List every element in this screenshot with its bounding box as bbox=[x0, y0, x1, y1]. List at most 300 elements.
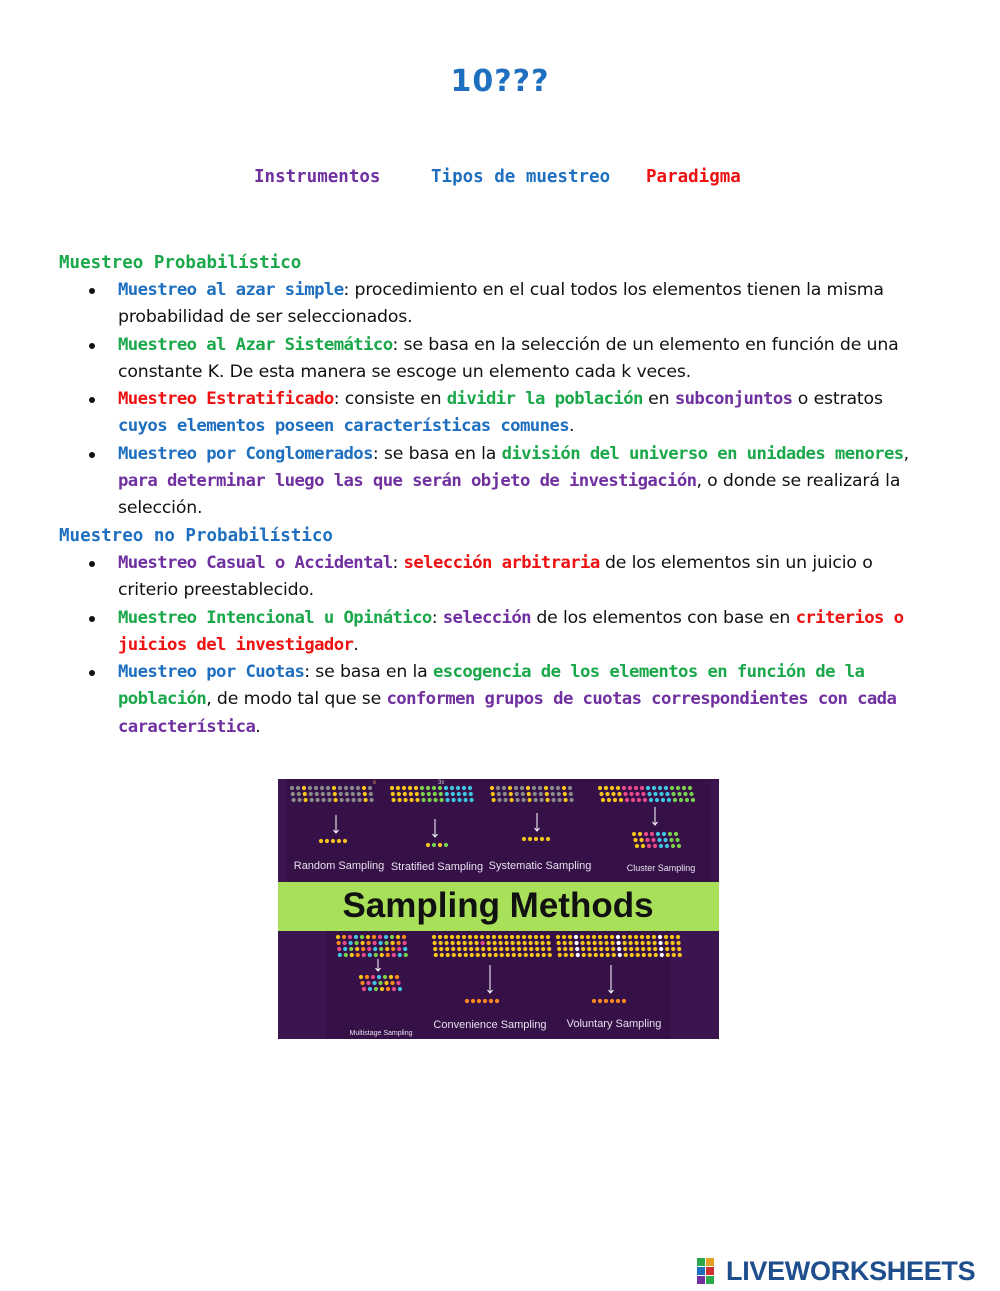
text-run: : se basa en la selección de un elemento en función de una constante K. De esta manera se escoge un elemento cada k veces. bbox=[118, 334, 899, 382]
sample-dot bbox=[326, 786, 330, 790]
sample-dot bbox=[528, 935, 532, 939]
keyword: para determinar luego las que serán objeto de investigación bbox=[118, 471, 697, 492]
sample-dot bbox=[438, 935, 442, 939]
keyword: escogencia de los elementos en función de la población bbox=[118, 662, 865, 710]
sample-dot bbox=[504, 935, 508, 939]
sample-dot bbox=[510, 798, 514, 802]
sample-dot bbox=[625, 798, 629, 802]
banner-title: Sampling Methods bbox=[342, 886, 654, 925]
sample-dot bbox=[476, 953, 480, 957]
sample-dot bbox=[611, 947, 615, 951]
sample-dot bbox=[464, 953, 468, 957]
sample-dot bbox=[529, 947, 533, 951]
sample-dot bbox=[639, 838, 643, 842]
keyword: selección arbitraria bbox=[403, 553, 600, 573]
sample-dot bbox=[546, 837, 550, 841]
sample-dot bbox=[612, 953, 616, 957]
sample-dot bbox=[309, 792, 313, 796]
sample-dot bbox=[422, 798, 426, 802]
sample-dot bbox=[665, 844, 669, 848]
sample-dot bbox=[529, 941, 533, 945]
sample-dot bbox=[635, 947, 639, 951]
keyword: Muestreo al Azar Sistemático bbox=[118, 334, 393, 355]
text-run: o estratos bbox=[792, 389, 883, 410]
sample-dot bbox=[450, 786, 454, 790]
sample-dot bbox=[290, 786, 294, 790]
sample-dot bbox=[410, 798, 414, 802]
sample-dot bbox=[373, 941, 377, 945]
sample-dot bbox=[610, 786, 614, 790]
list-item bbox=[0, 441, 1000, 523]
sample-dot bbox=[480, 935, 484, 939]
sample-dot bbox=[403, 947, 407, 951]
sample-dot bbox=[474, 935, 478, 939]
sample-dot bbox=[468, 786, 472, 790]
mark-3x: 3x bbox=[438, 780, 445, 786]
sample-dot bbox=[398, 987, 402, 991]
answer-option-instrumentos[interactable]: Instrumentos bbox=[254, 167, 381, 187]
sample-dot bbox=[604, 786, 608, 790]
sample-dot bbox=[333, 792, 337, 796]
sample-dot bbox=[506, 953, 510, 957]
answer-options bbox=[0, 167, 1000, 191]
sample-dot bbox=[524, 953, 528, 957]
sample-dot bbox=[349, 941, 353, 945]
sample-dot bbox=[356, 953, 360, 957]
sample-dot bbox=[569, 792, 573, 796]
keyword: Muestreo por Cuotas bbox=[118, 662, 305, 683]
sample-dot bbox=[653, 844, 657, 848]
sample-dot bbox=[483, 999, 487, 1003]
sample-dot bbox=[671, 844, 675, 848]
sample-dot bbox=[670, 935, 674, 939]
sample-dot bbox=[569, 947, 573, 951]
sample-dot bbox=[605, 941, 609, 945]
sample-dot bbox=[434, 953, 438, 957]
sample-dot bbox=[663, 838, 667, 842]
sample-dot bbox=[462, 935, 466, 939]
sample-dot bbox=[646, 935, 650, 939]
sample-dot bbox=[677, 792, 681, 796]
sample-dot bbox=[611, 792, 615, 796]
sample-dot bbox=[308, 786, 312, 790]
sample-dot bbox=[618, 953, 622, 957]
keyword: dividir la población bbox=[446, 389, 643, 410]
sample-dot bbox=[497, 792, 501, 796]
sample-dot bbox=[482, 953, 486, 957]
sample-dot bbox=[337, 941, 341, 945]
sample-dot bbox=[521, 792, 525, 796]
label-convenience-sampling: Convenience Sampling bbox=[433, 1019, 547, 1031]
sample-dot bbox=[475, 947, 479, 951]
sample-dot bbox=[635, 941, 639, 945]
sample-dot bbox=[640, 935, 644, 939]
sample-dot bbox=[415, 792, 419, 796]
sample-dot bbox=[563, 792, 567, 796]
sample-dot bbox=[546, 798, 550, 802]
sample-dot bbox=[505, 941, 509, 945]
sample-dot bbox=[331, 839, 335, 843]
sample-dot bbox=[641, 792, 645, 796]
keyword: Muestreo por Conglomerados bbox=[118, 443, 373, 464]
sample-dot bbox=[488, 953, 492, 957]
sample-dot bbox=[350, 953, 354, 957]
text-run: , de modo tal que se bbox=[206, 689, 387, 710]
sample-dot bbox=[433, 792, 437, 796]
sample-dot bbox=[517, 947, 521, 951]
keyword: conformen grupos de cuotas correspondientes con cada característica bbox=[118, 689, 897, 737]
sample-dot bbox=[403, 941, 407, 945]
sample-dot bbox=[516, 935, 520, 939]
liveworksheets-logo[interactable] bbox=[697, 1256, 975, 1286]
sample-dot bbox=[420, 786, 424, 790]
sample-dot bbox=[433, 947, 437, 951]
sample-dot bbox=[604, 999, 608, 1003]
keyword: criterios o juicios del investigador bbox=[118, 607, 904, 655]
list-item bbox=[0, 277, 1000, 332]
sample-dot bbox=[316, 798, 320, 802]
sample-dot bbox=[671, 947, 675, 951]
sample-dot bbox=[658, 935, 662, 939]
list-item bbox=[0, 550, 1000, 605]
sample-dot bbox=[451, 792, 455, 796]
sample-dot bbox=[509, 792, 513, 796]
sample-dot bbox=[622, 999, 626, 1003]
sample-dot bbox=[470, 953, 474, 957]
sample-dot bbox=[656, 832, 660, 836]
sample-dot bbox=[665, 792, 669, 796]
sample-dot bbox=[682, 786, 686, 790]
sample-dot bbox=[675, 838, 679, 842]
keyword: Muestreo Casual o Accidental bbox=[118, 553, 393, 573]
sample-dot bbox=[349, 947, 353, 951]
sample-dot bbox=[383, 975, 387, 979]
sample-dot bbox=[629, 947, 633, 951]
sample-dot bbox=[619, 798, 623, 802]
sample-dot bbox=[440, 798, 444, 802]
sample-dot bbox=[452, 798, 456, 802]
sample-dot bbox=[344, 953, 348, 957]
sample-dot bbox=[493, 941, 497, 945]
sample-dot bbox=[367, 941, 371, 945]
sample-dot bbox=[660, 953, 664, 957]
sample-dot bbox=[344, 786, 348, 790]
list-item bbox=[0, 332, 1000, 387]
sample-dot bbox=[657, 838, 661, 842]
sample-dot bbox=[433, 941, 437, 945]
sample-dot bbox=[528, 837, 532, 841]
sample-dot bbox=[392, 953, 396, 957]
sample-dot bbox=[671, 792, 675, 796]
sample-dot bbox=[445, 947, 449, 951]
sample-dot bbox=[664, 935, 668, 939]
sample-dot bbox=[677, 844, 681, 848]
sample-dot bbox=[427, 792, 431, 796]
keyword: división del universo en unidades menores bbox=[501, 443, 904, 464]
sample-dot bbox=[581, 947, 585, 951]
sample-dot bbox=[496, 786, 500, 790]
sample-dot bbox=[334, 798, 338, 802]
sample-dot bbox=[379, 947, 383, 951]
sample-dot bbox=[397, 947, 401, 951]
sample-dot bbox=[594, 953, 598, 957]
sample-dot bbox=[390, 981, 394, 985]
sample-dot bbox=[535, 941, 539, 945]
sample-dot bbox=[649, 798, 653, 802]
sample-dot bbox=[490, 786, 494, 790]
sample-dot bbox=[540, 837, 544, 841]
sample-dot bbox=[534, 837, 538, 841]
sample-dot bbox=[475, 941, 479, 945]
sample-dot bbox=[676, 935, 680, 939]
sample-dot bbox=[623, 947, 627, 951]
sample-dot bbox=[403, 792, 407, 796]
sample-dot bbox=[664, 786, 668, 790]
sample-dot bbox=[558, 798, 562, 802]
sample-dot bbox=[679, 798, 683, 802]
sample-dot bbox=[336, 935, 340, 939]
sample-dot bbox=[632, 832, 636, 836]
sample-dot bbox=[592, 999, 596, 1003]
sample-dot bbox=[465, 999, 469, 1003]
sample-dot bbox=[665, 947, 669, 951]
sample-dot bbox=[598, 786, 602, 790]
sample-dot bbox=[685, 798, 689, 802]
text-run: : se basa en la bbox=[304, 662, 433, 683]
sample-dot bbox=[631, 798, 635, 802]
sample-dot bbox=[652, 935, 656, 939]
sample-dot bbox=[348, 935, 352, 939]
answer-option-tipos-de-muestreo[interactable]: Tipos de muestreo bbox=[431, 167, 611, 187]
sample-dot bbox=[365, 975, 369, 979]
sample-dot bbox=[548, 953, 552, 957]
sample-dot bbox=[369, 792, 373, 796]
non-probabilistic-list bbox=[0, 550, 1000, 741]
sample-dot bbox=[346, 798, 350, 802]
sample-dot bbox=[665, 941, 669, 945]
sample-dot bbox=[541, 941, 545, 945]
sample-dot bbox=[328, 798, 332, 802]
sample-dot bbox=[298, 798, 302, 802]
sample-dot bbox=[327, 792, 331, 796]
sample-dot bbox=[653, 792, 657, 796]
sample-dot bbox=[641, 947, 645, 951]
sample-dot bbox=[471, 999, 475, 1003]
sample-dot bbox=[469, 947, 473, 951]
sample-dot bbox=[498, 935, 502, 939]
sample-dot bbox=[458, 953, 462, 957]
sample-dot bbox=[668, 832, 672, 836]
sample-dot bbox=[495, 999, 499, 1003]
sample-dot bbox=[659, 941, 663, 945]
keyword: Muestreo al azar simple bbox=[118, 280, 344, 300]
sample-dot bbox=[377, 975, 381, 979]
sample-dot bbox=[462, 786, 466, 790]
keyword: subconjuntos bbox=[674, 389, 793, 410]
sample-dot bbox=[303, 792, 307, 796]
sample-dot bbox=[645, 838, 649, 842]
sample-dot bbox=[351, 792, 355, 796]
sample-dot bbox=[505, 947, 509, 951]
sample-dot bbox=[647, 941, 651, 945]
sample-dot bbox=[445, 941, 449, 945]
sample-dot bbox=[611, 941, 615, 945]
sample-dot bbox=[544, 786, 548, 790]
sample-dot bbox=[671, 941, 675, 945]
sample-dot bbox=[343, 941, 347, 945]
sample-dot bbox=[366, 935, 370, 939]
sample-dot bbox=[683, 792, 687, 796]
text-run: , bbox=[903, 443, 909, 464]
sample-dot bbox=[678, 953, 682, 957]
text-run: : bbox=[392, 553, 404, 573]
sample-dot bbox=[508, 786, 512, 790]
sample-dot bbox=[562, 786, 566, 790]
sample-dot bbox=[379, 941, 383, 945]
sample-dot bbox=[340, 798, 344, 802]
sample-dot bbox=[628, 786, 632, 790]
sample-dot bbox=[445, 792, 449, 796]
sample-dot bbox=[542, 953, 546, 957]
sample-dot bbox=[617, 941, 621, 945]
sample-dot bbox=[370, 798, 374, 802]
sample-dot bbox=[368, 987, 372, 991]
sample-dot bbox=[653, 941, 657, 945]
sample-dot bbox=[487, 947, 491, 951]
sample-dot bbox=[515, 792, 519, 796]
sample-dot bbox=[634, 935, 638, 939]
sample-dot bbox=[581, 941, 585, 945]
sample-dot bbox=[291, 792, 295, 796]
sample-dot bbox=[522, 935, 526, 939]
sample-dot bbox=[444, 786, 448, 790]
sample-dot bbox=[655, 798, 659, 802]
sample-dot bbox=[586, 935, 590, 939]
sample-dot bbox=[371, 975, 375, 979]
sample-dot bbox=[556, 786, 560, 790]
sample-dot bbox=[512, 953, 516, 957]
sample-dot bbox=[296, 786, 300, 790]
sample-dot bbox=[354, 935, 358, 939]
sample-dot bbox=[444, 935, 448, 939]
sample-dot bbox=[617, 792, 621, 796]
sample-dot bbox=[434, 798, 438, 802]
sample-dot bbox=[345, 792, 349, 796]
sample-dot bbox=[486, 935, 490, 939]
answer-option-paradigma[interactable]: Paradigma bbox=[646, 167, 741, 187]
sample-dot bbox=[339, 792, 343, 796]
sample-dot bbox=[628, 935, 632, 939]
sample-dot bbox=[558, 953, 562, 957]
sample-dot bbox=[557, 941, 561, 945]
sample-dot bbox=[648, 953, 652, 957]
sample-dot bbox=[500, 953, 504, 957]
sample-dot bbox=[522, 837, 526, 841]
sample-dot bbox=[451, 947, 455, 951]
label-systematic-sampling: Systematic Sampling bbox=[488, 860, 592, 872]
sample-dot bbox=[541, 947, 545, 951]
sample-dot bbox=[487, 941, 491, 945]
sample-dot bbox=[372, 935, 376, 939]
sample-dot bbox=[630, 953, 634, 957]
sample-dot bbox=[337, 947, 341, 951]
sample-dot bbox=[395, 975, 399, 979]
sample-dot bbox=[503, 792, 507, 796]
sample-dot bbox=[358, 798, 362, 802]
sample-dot bbox=[355, 941, 359, 945]
label-random-sampling: Random Sampling bbox=[293, 860, 385, 872]
sample-dot bbox=[439, 947, 443, 951]
sample-dot bbox=[380, 953, 384, 957]
liveworksheets-logo-icon bbox=[697, 1258, 723, 1284]
sample-dot bbox=[438, 843, 442, 847]
sample-dot bbox=[601, 798, 605, 802]
text-run: : procedimiento en el cual todos los elementos tienen la misma probabilidad de ser seleccionados. bbox=[118, 280, 884, 328]
sample-dot bbox=[598, 935, 602, 939]
sample-dot bbox=[402, 786, 406, 790]
sample-dot bbox=[557, 947, 561, 951]
sample-dot bbox=[457, 792, 461, 796]
sample-dot bbox=[426, 786, 430, 790]
sample-dot bbox=[502, 786, 506, 790]
section-heading-non-probabilistic: Muestreo no Probabilístico bbox=[59, 526, 333, 546]
sample-dot bbox=[659, 844, 663, 848]
sample-dot bbox=[622, 786, 626, 790]
sample-dot bbox=[499, 947, 503, 951]
sample-dot bbox=[499, 941, 503, 945]
sample-dot bbox=[322, 798, 326, 802]
sample-dot bbox=[516, 798, 520, 802]
sample-dot bbox=[389, 975, 393, 979]
sample-dot bbox=[623, 941, 627, 945]
sample-dot bbox=[451, 941, 455, 945]
sample-dot bbox=[556, 935, 560, 939]
sample-dot bbox=[616, 999, 620, 1003]
sample-dot bbox=[438, 786, 442, 790]
sample-dot bbox=[362, 953, 366, 957]
sample-dot bbox=[452, 953, 456, 957]
sample-dot bbox=[623, 792, 627, 796]
sample-dot bbox=[676, 786, 680, 790]
sample-dot bbox=[563, 941, 567, 945]
text-run: de los elementos con base en bbox=[531, 607, 796, 628]
sample-dot bbox=[599, 941, 603, 945]
sample-dot bbox=[469, 941, 473, 945]
sample-dot bbox=[647, 947, 651, 951]
sample-dot bbox=[523, 941, 527, 945]
section-heading-probabilistic: Muestreo Probabilístico bbox=[59, 253, 302, 273]
sample-dot bbox=[446, 798, 450, 802]
sample-dot bbox=[667, 798, 671, 802]
sample-dot bbox=[592, 935, 596, 939]
sample-dot bbox=[689, 792, 693, 796]
keyword: Muestreo Estratificado bbox=[118, 389, 334, 410]
sample-dot bbox=[360, 935, 364, 939]
sample-dot bbox=[374, 953, 378, 957]
sample-dot bbox=[607, 798, 611, 802]
sample-dot bbox=[564, 953, 568, 957]
sample-dot bbox=[392, 798, 396, 802]
sample-dot bbox=[653, 947, 657, 951]
text-run: en bbox=[642, 389, 675, 410]
sample-dot bbox=[547, 947, 551, 951]
sample-dot bbox=[352, 798, 356, 802]
sample-dot bbox=[640, 786, 644, 790]
sample-dot bbox=[432, 786, 436, 790]
sample-dot bbox=[528, 798, 532, 802]
sample-dot bbox=[361, 941, 365, 945]
sample-dot bbox=[642, 953, 646, 957]
